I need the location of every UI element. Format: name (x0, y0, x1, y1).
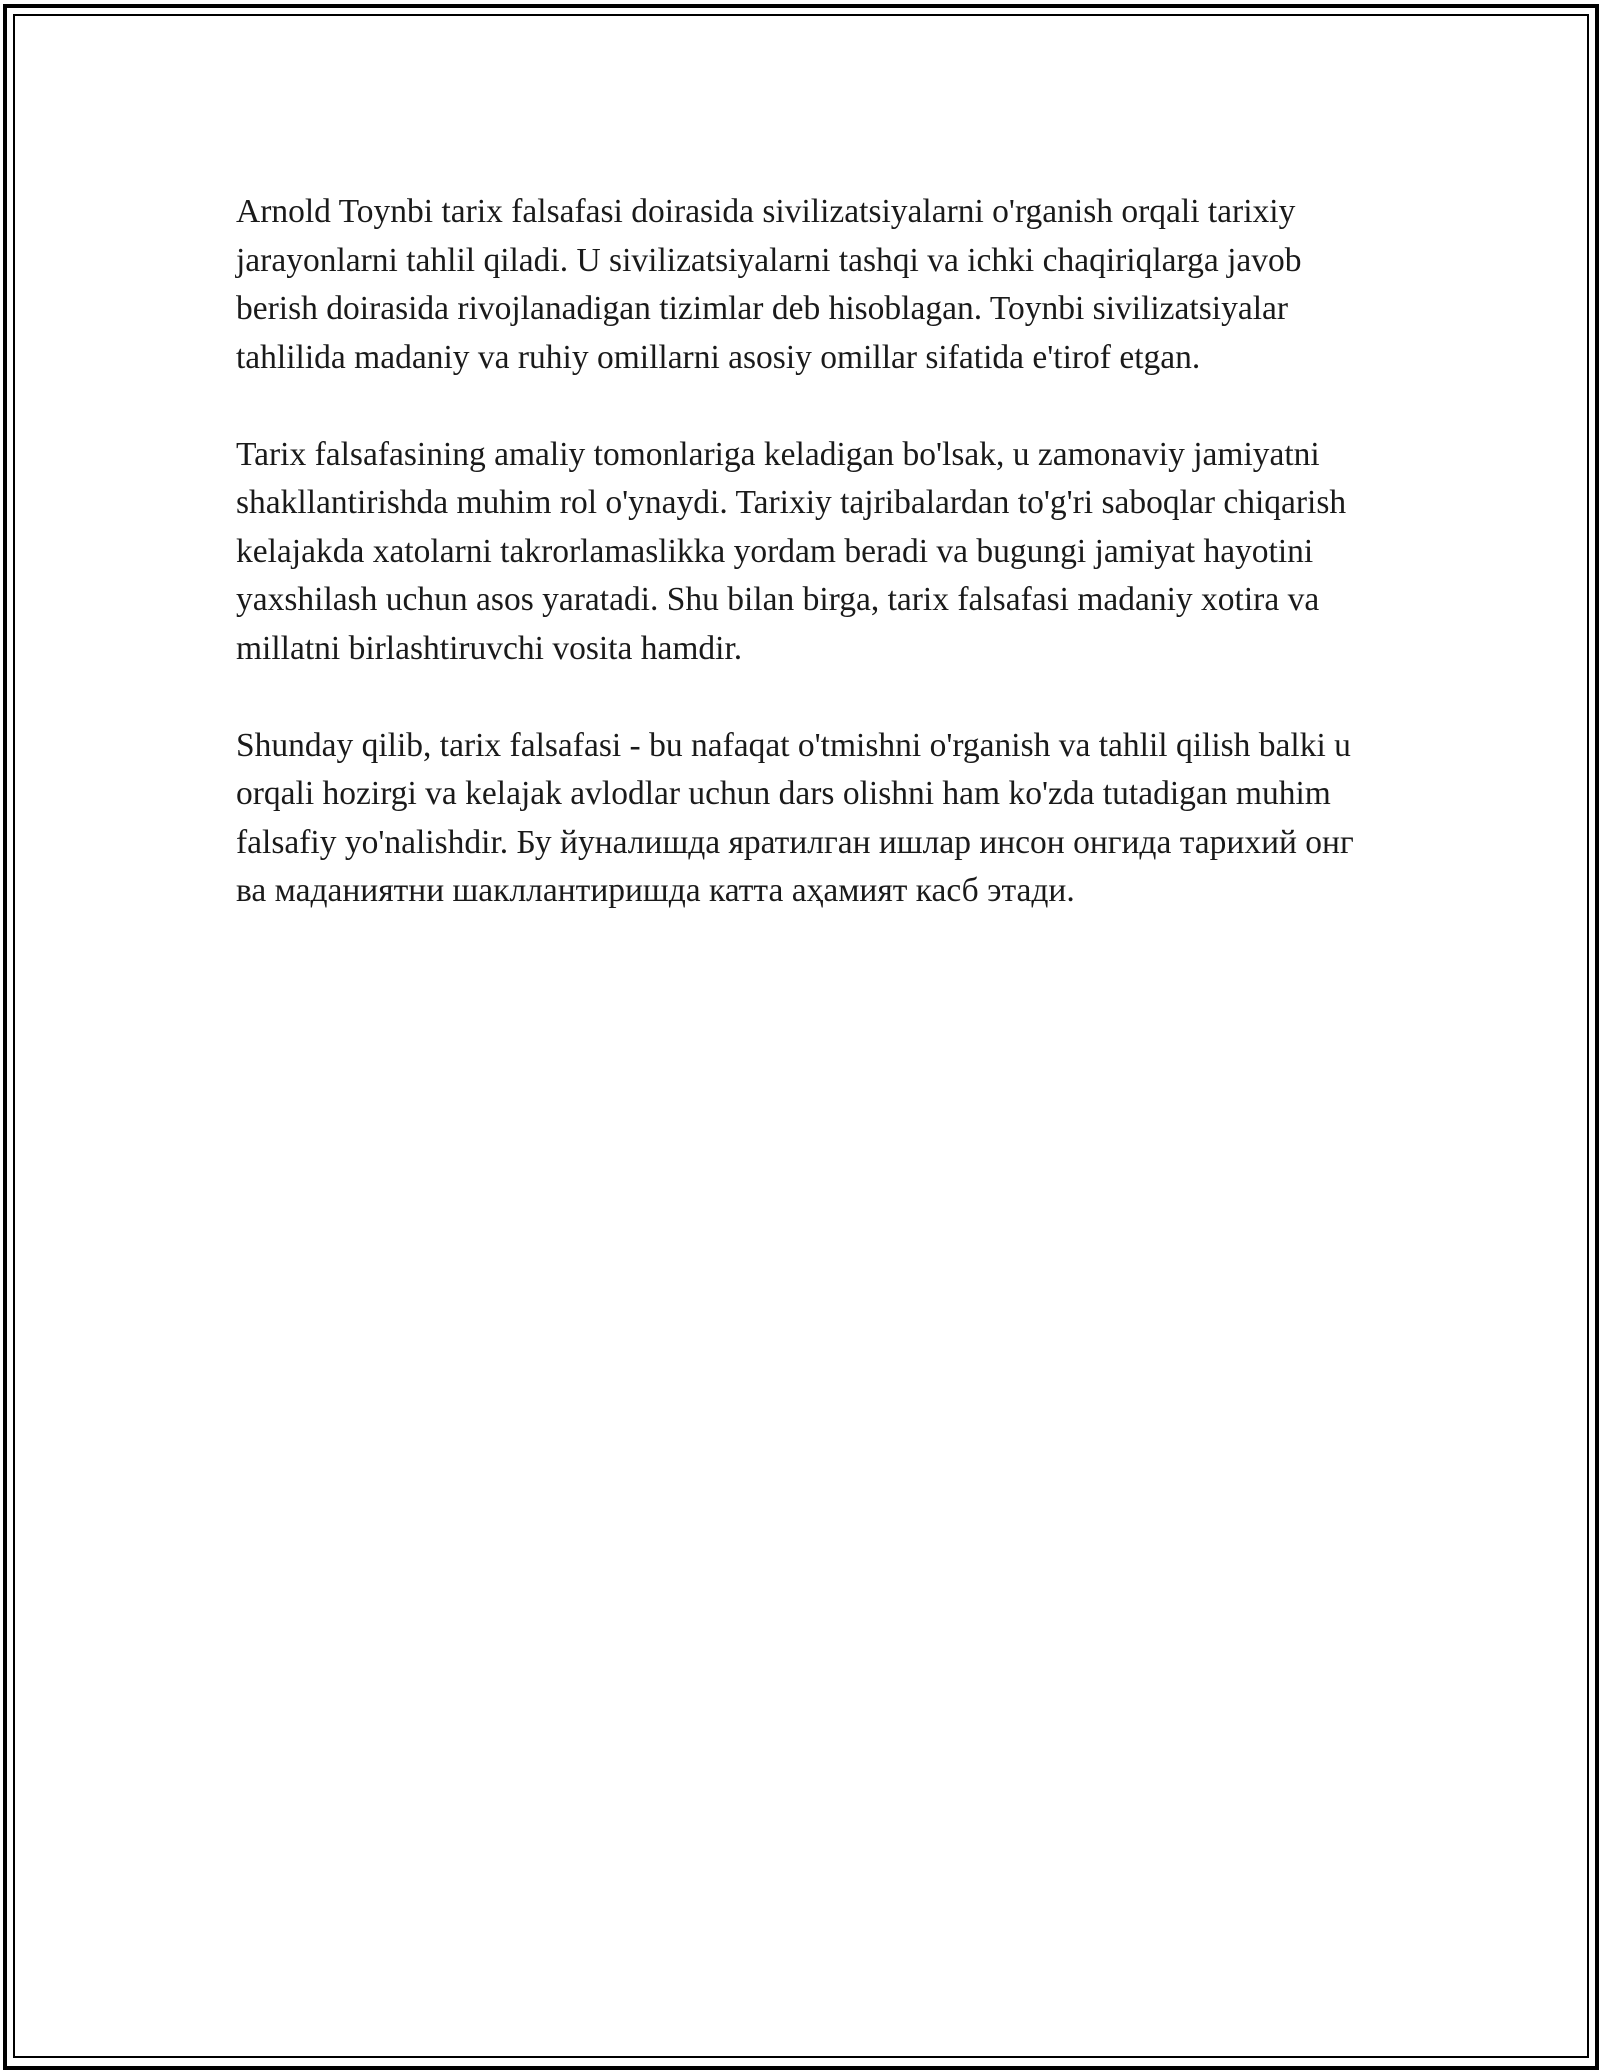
paragraph-conclusion: Shunday qilib, tarix falsafasi - bu nafaqat o'tmishni o'rganish va tahlil qilish balki u orqali hozirgi va kelajak avlodlar uchun dars olishni ham ko'zda tutadigan muhim falsafiy yo'nalishdir. Бу йуналишда яратилган ишлар инсон онгида тарихий онг ва маданиятни шакллантиришда катта аҳамият касб этади. (236, 726, 1354, 909)
document-body (236, 188, 1366, 964)
paragraph-practical-aspects: Tarix falsafasining amaliy tomonlariga keladigan bo'lsak, u zamonaviy jamiyatni shakllantirishda muhim rol o'ynaydi. Tarixiy tajribalardan to'g'ri saboqlar chiqarish kelajakda xatolarni takrorlamaslikka yordam beradi va bugungi jamiyat hayotini yaxshilash uchun asos yaratadi. Shu bilan birga, tarix falsafasi madaniy xotira va millatni birlashtiruvchi vosita hamdir. (236, 435, 1347, 667)
paragraph-toynbi: Arnold Toynbi tarix falsafasi doirasida sivilizatsiyalarni o'rganish orqali tarixiy jarayonlarni tahlil qiladi. U sivilizatsiyalarni tashqi va ichki chaqiriqlarga javob berish doirasida rivojlanadigan tizimlar deb hisoblagan. Toynbi sivilizatsiyalar tahlilida madaniy va ruhiy omillarni asosiy omillar sifatida e'tirof etgan. (236, 193, 1302, 376)
